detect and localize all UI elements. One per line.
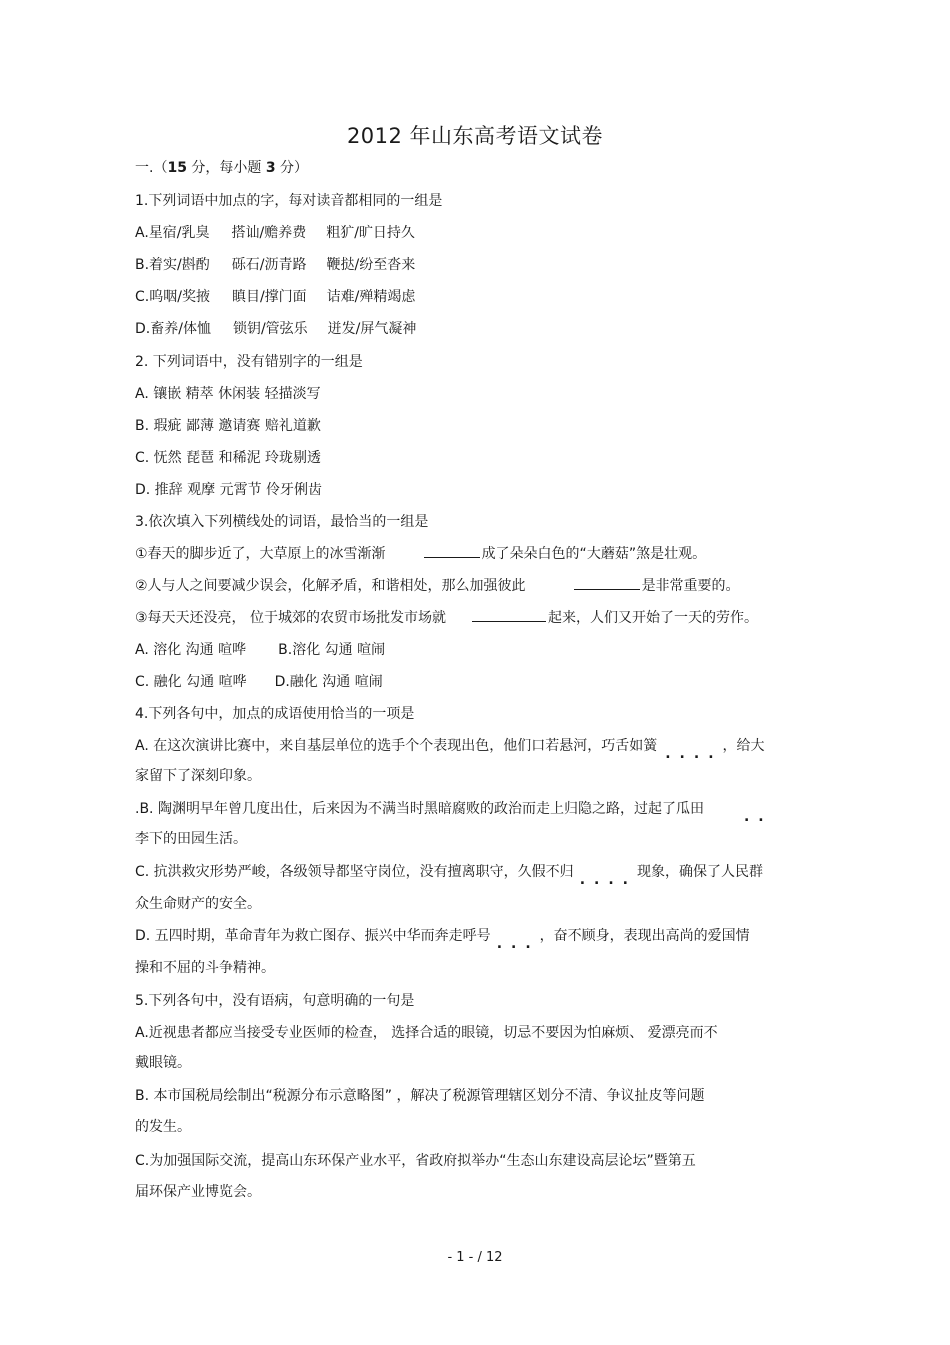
question-4-option-a-line2: 家留下了深刻印象。	[135, 768, 261, 784]
question-5-option-c-line2: 届环保产业博览会。	[135, 1184, 261, 1200]
emphasis-dots: ...	[496, 936, 540, 952]
fill-blank	[472, 607, 546, 622]
question-5-stem: 5.下列各句中，没有语病，句意明确的一句是	[135, 993, 415, 1009]
question-5-option-a-line1: A.近视患者都应当接受专业医师的检查， 选择合适的眼镜，切忌不要因为怕麻烦、 爱漂亮而不	[135, 1025, 718, 1041]
question-2-option-d: D. 推辞 观摩 元霄节 伶牙俐齿	[135, 482, 323, 498]
question-3-sentence-1: ①春天的脚步近了，大草原上的冰雪渐渐 成了朵朵白色的“大蘑菇”煞是壮观。	[135, 543, 706, 564]
question-3-sentence-3: ③每天天还没亮， 位于城郊的农贸市场批发市场就 起来，人们又开始了一天的劳作。	[135, 607, 758, 628]
question-5-option-b-line1: B. 本市国税局绘制出“税源分布示意略图” ，解决了税源管理辖区划分不清、争议扯皮等问题	[135, 1088, 705, 1104]
question-3-stem: 3.依次填入下列横线处的词语，最恰当的一组是	[135, 514, 429, 530]
emphasis-dots: ....	[579, 872, 637, 888]
question-3-options-cd: C. 融化 勾通 喧哗 D.融化 沟通 喧闹	[135, 674, 383, 690]
question-2-option-a: A. 镶嵌 精萃 休闲装 轻描淡写	[135, 386, 321, 402]
question-1-option-b: B.着实/斟酌 砾石/沥青路 鞭挞/纷至沓来	[135, 257, 416, 273]
fill-blank	[574, 575, 640, 590]
question-4-option-d-line1: D. 五四时期，革命青年为救亡图存、振兴中华而奔走呼号 ...，奋不顾身，表现出高尚的爱国情	[135, 928, 750, 952]
question-3-sentence-2: ②人与人之间要减少误会，化解矛盾，和谐相处，那么加强彼此 是非常重要的。	[135, 575, 740, 596]
question-5-option-b-line2: 的发生。	[135, 1119, 191, 1135]
question-1-option-a: A.星宿/乳臭 搭讪/赡养费 粗犷/旷日持久	[135, 225, 415, 241]
question-4-option-c-line1: C. 抗洪救灾形势严峻，各级领导都坚守岗位，没有擅离职守，久假不归 ....现象，确保了人民群	[135, 864, 763, 888]
question-4-option-d-line2: 操和不屈的斗争精神。	[135, 960, 275, 976]
question-2-stem: 2. 下列词语中，没有错别字的一组是	[135, 354, 363, 370]
question-5-option-a-line2: 戴眼镜。	[135, 1055, 191, 1071]
question-1-stem: 1.下列词语中加点的字，每对读音都相同的一组是	[135, 193, 443, 209]
question-4-option-a-line1: A. 在这次演讲比赛中，来自基层单位的选手个个表现出色，他们口若悬河，巧舌如簧 ....，给大	[135, 738, 765, 762]
page-number: - 1 - / 12	[447, 1250, 503, 1265]
question-2-option-c: C. 怃然 琵琶 和稀泥 玲珑剔透	[135, 450, 322, 466]
exam-title: 2012 年山东高考语文试卷	[346, 124, 604, 148]
question-4-stem: 4.下列各句中，加点的成语使用恰当的一项是	[135, 706, 415, 722]
section-header: 一.（15 分，每小题 3 分）	[135, 160, 309, 176]
question-4-option-b-line1: .B. 陶渊明早年曾几度出仕，后来因为不满当时黑暗腐败的政治而走上归隐之路，过起了瓜田 ..	[135, 801, 773, 825]
question-3-options-ab: A. 溶化 沟通 喧哗 B.溶化 勾通 喧闹	[135, 642, 386, 658]
fill-blank	[424, 543, 480, 558]
question-5-option-c-line1: C.为加强国际交流，提高山东环保产业水平，省政府拟举办“生态山东建设高层论坛”暨第五	[135, 1153, 696, 1169]
emphasis-dots: ..	[743, 809, 773, 825]
emphasis-dots: ....	[665, 746, 723, 762]
question-4-option-b-line2: 李下的田园生活。	[135, 831, 247, 847]
question-2-option-b: B. 瑕疵 鄙薄 邀请赛 赔礼道歉	[135, 418, 321, 434]
question-4-option-c-line2: 众生命财产的安全。	[135, 896, 261, 912]
question-1-option-d: D.畜养/体恤 锁钥/管弦乐 迸发/屏气凝神	[135, 321, 417, 337]
question-1-option-c: C.呜咽/奖掖 瞋目/撑门面 诘难/殚精竭虑	[135, 289, 416, 305]
